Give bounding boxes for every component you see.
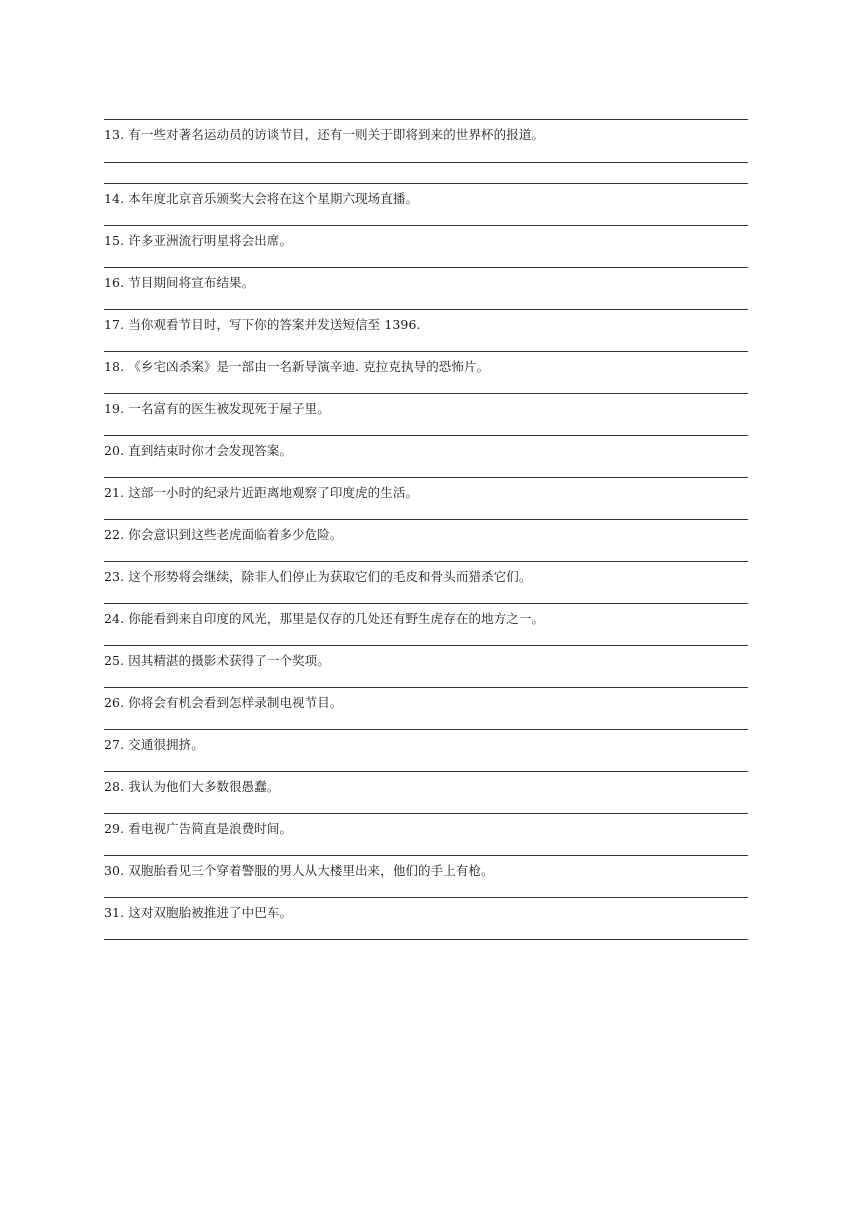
- worksheet-item-21: [104, 477, 748, 519]
- final-answer-line[interactable]: [104, 939, 748, 940]
- worksheet-item-24: [104, 603, 748, 645]
- worksheet-item-31: [104, 897, 748, 939]
- item-prompt: 15. 许多亚洲流行明星将会出席。: [104, 233, 293, 248]
- item-prompt: 21. 这部一小时的纪录片近距离地观察了印度虎的生活。: [104, 485, 419, 500]
- item-prompt: 23. 这个形势将会继续，除非人们停止为获取它们的毛皮和骨头而猎杀它们。: [104, 569, 532, 584]
- item-prompt: 16. 节目期间将宣布结果。: [104, 275, 255, 290]
- worksheet-item-30: [104, 855, 748, 897]
- item-prompt: 31. 这对双胞胎被推进了中巴车。: [104, 905, 293, 920]
- worksheet-item-16: [104, 267, 748, 309]
- worksheet-item-15: [104, 225, 748, 267]
- item-prompt: 24. 你能看到来自印度的风光，那里是仅存的几处还有野生虎存在的地方之一。: [104, 611, 545, 626]
- item-prompt: 14. 本年度北京音乐颁奖大会将在这个星期六现场直播。: [104, 191, 419, 206]
- worksheet-item-27: [104, 729, 748, 771]
- item-prompt: 19. 一名富有的医生被发现死于屋子里。: [104, 401, 330, 416]
- answer-line[interactable]: [104, 162, 748, 183]
- item-prompt: 13. 有一些对著名运动员的访谈节目，还有一则关于即将到来的世界杯的报道。: [104, 127, 545, 142]
- worksheet-item-14: [104, 183, 748, 225]
- item-prompt: 30. 双胞胎看见三个穿着警服的男人从大楼里出来，他们的手上有枪。: [104, 863, 494, 878]
- worksheet-item-23: [104, 561, 748, 603]
- item-prompt: 29. 看电视广告简直是浪费时间。: [104, 821, 293, 836]
- worksheet-item-17: [104, 309, 748, 351]
- translation-worksheet: [104, 119, 748, 940]
- worksheet-item-25: [104, 645, 748, 687]
- item-prompt: 25. 因其精湛的摄影术获得了一个奖项。: [104, 653, 330, 668]
- item-prompt: 20. 直到结束时你才会发现答案。: [104, 443, 293, 458]
- item-prompt: 27. 交通很拥挤。: [104, 737, 204, 752]
- worksheet-item-22: [104, 519, 748, 561]
- worksheet-item-20: [104, 435, 748, 477]
- worksheet-item-29: [104, 813, 748, 855]
- worksheet-item-26: [104, 687, 748, 729]
- item-prompt: 28. 我认为他们大多数很愚蠢。: [104, 779, 280, 794]
- item-prompt: 26. 你将会有机会看到怎样录制电视节目。: [104, 695, 343, 710]
- item-prompt: 17. 当你观看节目时，写下你的答案并发送短信至 1396.: [104, 317, 421, 332]
- item-prompt: 18. 《乡宅凶杀案》是一部由一名新导演辛迪. 克拉克执导的恐怖片。: [104, 359, 490, 374]
- worksheet-item-19: [104, 393, 748, 435]
- item-prompt: 22. 你会意识到这些老虎面临着多少危险。: [104, 527, 343, 542]
- worksheet-item-28: [104, 771, 748, 813]
- worksheet-item-18: [104, 351, 748, 393]
- worksheet-item-13: [104, 119, 748, 183]
